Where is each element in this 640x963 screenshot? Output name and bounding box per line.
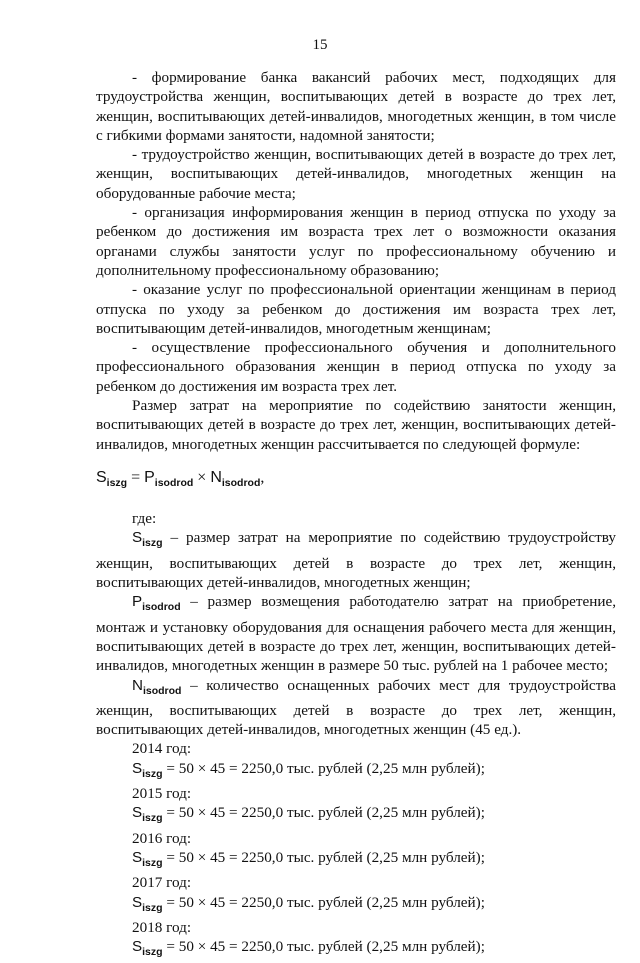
paragraph-bank-vacancies: - формирование банка вакансий рабочих мест, подходящих для трудоустройства женщин, воспитывающих детей в возрасте до трех лет, женщин, воспитывающих детей-инвалидов, многодетных женщин, в том числе с гибкими формами занятости, надомной занятости; xyxy=(96,69,616,144)
year-label: 2015 год: xyxy=(132,785,192,803)
page-number: 15 xyxy=(312,37,328,53)
year-calculation: $S_{iszg} = 50 \times 45 = 2250,0$ тыс. рублей (2,25 млн рублей); xyxy=(132,804,485,825)
paragraph-informing: - организация информирования женщин в период отпуска по уходу за ребенком до достижения им возраста трех лет о возможности оказания органами службы занятости услуг по профессиональному обучению и дополнительному профессиональному образованию; xyxy=(96,204,616,279)
paragraph-cost-intro: Размер затрат на мероприятие по содействию занятости женщин, воспитывающих детей в возрасте до трех лет, женщин, воспитывающих детей-инвалидов, многодетных женщин рассчитывается по следующей формуле: xyxy=(96,397,616,453)
definition-n: $N_{isodrod}$ – количество оснащенных рабочих мест для трудоустройства женщин, воспитывающих детей в возрасте до трех лет, женщин, воспитывающих детей-инвалидов, многодетных женщин (45 ед.). xyxy=(96,676,616,739)
year-calculation: $S_{iszg} = 50 \times 45 = 2250,0$ тыс. рублей (2,25 млн рублей); xyxy=(132,893,485,914)
where-label: где: xyxy=(132,510,157,528)
definition-p: $P_{isodrod}$ – размер возмещения работодателю затрат на приобретение, монтаж и установку оборудования для оснащения рабочего места для женщин, воспитывающих детей в возрасте до трех лет, женщин, воспитывающих детей-инвалидов, многодетных женщин в размере 50 тыс. рублей на 1 рабочее место; xyxy=(96,593,616,675)
year-label: 2017 год: xyxy=(132,874,192,892)
paragraph-employment: - трудоустройство женщин, воспитывающих детей в возрасте до трех лет, женщин, воспитывающих детей-инвалидов, многодетных женщин на оборудованные рабочие места; xyxy=(96,146,616,202)
year-calculation: $S_{iszg} = 50 \times 45 = 2250,0$ тыс. рублей (2,25 млн рублей); xyxy=(132,938,485,959)
year-label: 2014 год: xyxy=(132,740,192,758)
year-calculation: $S_{iszg} = 50 \times 45 = 2250,0$ тыс. рублей (2,25 млн рублей); xyxy=(132,759,485,780)
page-body xyxy=(96,68,616,963)
definition-s: $S_{iszg}$ – размер затрат на мероприятие по содействию трудоустройству женщин, воспитывающих детей в возрасте до трех лет, женщин, воспитывающих детей-инвалидов, многодетных женщин; xyxy=(96,529,616,592)
paragraph-training: - осуществление профессионального обучения и дополнительного профессионального образования женщин в период отпуска по уходу за ребенком до достижения им возраста трех лет. xyxy=(96,339,616,395)
year-label: 2016 год: xyxy=(132,829,192,847)
year-label: 2018 год: xyxy=(132,918,192,936)
cost-formula: $S_{iszg} = P_{isodrod} \times N_{isodrod}$, xyxy=(96,468,265,490)
paragraph-orientation: - оказание услуг по профессиональной ориентации женщинам в период отпуска по уходу за ребенком до достижения им возраста трех лет, воспитывающим детей-инвалидов, многодетным женщинам; xyxy=(96,281,616,337)
year-calculation: $S_{iszg} = 50 \times 45 = 2250,0$ тыс. рублей (2,25 млн рублей); xyxy=(132,849,485,870)
